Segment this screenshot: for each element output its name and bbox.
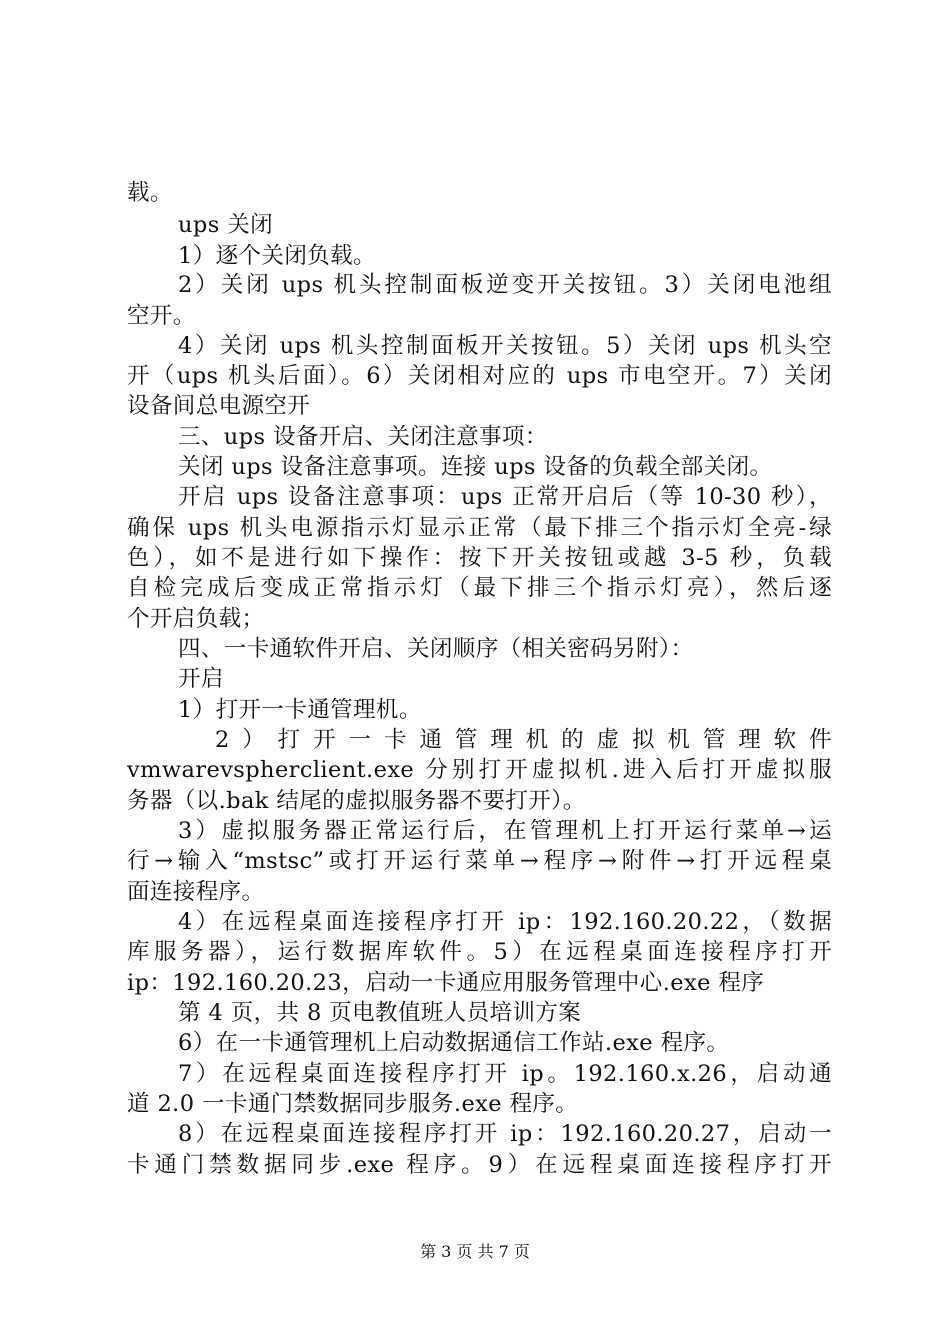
text-line: 载。: [127, 180, 173, 206]
text-line: 三、ups 设备开启、关闭注意事项：: [178, 424, 548, 450]
text-line: 务器（以.bak 结尾的虚拟服务器不要打开）。: [127, 788, 586, 814]
text-line: 卡通门禁数据同步.exe 程序。9）在远程桌面连接程序打开: [127, 1152, 832, 1178]
text-line: 4）关闭 ups 机头控制面板开关按钮。5）关闭 ups 机头空: [178, 333, 832, 359]
text-line: 第 4 页，共 8 页电教值班人员培训方案: [178, 1000, 582, 1026]
text-line: 色），如不是进行如下操作：按下开关按钮或越 3-5 秒，负载: [127, 545, 832, 571]
text-line: 个开启负载；: [127, 606, 265, 632]
text-line: 自检完成后变成正常指示灯（最下排三个指示灯亮），然后逐: [127, 575, 832, 601]
text-line: 空开。: [127, 303, 196, 329]
text-line: 8）在远程桌面连接程序打开 ip：192.160.20.27，启动一: [178, 1121, 832, 1147]
text-line: 开启 ups 设备注意事项：ups 正常开启后（等 10-30 秒），: [178, 484, 832, 510]
text-line: ip：192.160.20.23，启动一卡通应用服务管理中心.exe 程序: [127, 970, 765, 996]
text-line: 关闭 ups 设备注意事项。连接 ups 设备的负载全部关闭。: [178, 454, 773, 480]
text-line: 设备间总电源空开: [127, 393, 311, 419]
text-line: 3）虚拟服务器正常运行后，在管理机上打开运行菜单→运: [178, 818, 832, 844]
text-line: 1）逐个关闭负载。: [178, 243, 376, 269]
text-line: 开启: [178, 666, 224, 692]
text-line: 2）打开一卡通管理机的虚拟机管理软件: [215, 727, 832, 753]
page-footer: 第 3 页 共 7 页: [420, 1242, 530, 1261]
text-line: 开（ups 机头后面）。6）关闭相对应的 ups 市电空开。7）关闭: [127, 363, 832, 389]
text-line: 6）在一卡通管理机上启动数据通信工作站.exe 程序。: [178, 1030, 730, 1056]
text-line: 道 2.0 一卡通门禁数据同步服务.exe 程序。: [127, 1091, 579, 1117]
text-line: 行→输入“mstsc”或打开运行菜单→程序→附件→打开远程桌: [127, 848, 832, 874]
text-line: 确保 ups 机头电源指示灯显示正常（最下排三个指示灯全亮-绿: [127, 515, 832, 541]
text-line: 1）打开一卡通管理机。: [178, 697, 422, 723]
text-line: 7）在远程桌面连接程序打开 ip。192.160.x.26，启动通: [178, 1061, 832, 1087]
text-line: 四、一卡通软件开启、关闭顺序（相关密码另附）：: [178, 636, 694, 662]
text-line: 4）在远程桌面连接程序打开 ip：192.160.20.22，（数据: [178, 909, 832, 935]
text-line: vmwarevspherclient.exe 分别打开虚拟机.进入后打开虚拟服: [127, 757, 832, 783]
text-line: ups 关闭: [178, 212, 273, 238]
text-line: 库服务器），运行数据库软件。5）在远程桌面连接程序打开: [127, 939, 832, 965]
text-line: 2）关闭 ups 机头控制面板逆变开关按钮。3）关闭电池组: [178, 272, 832, 298]
text-line: 面连接程序。: [127, 879, 265, 905]
